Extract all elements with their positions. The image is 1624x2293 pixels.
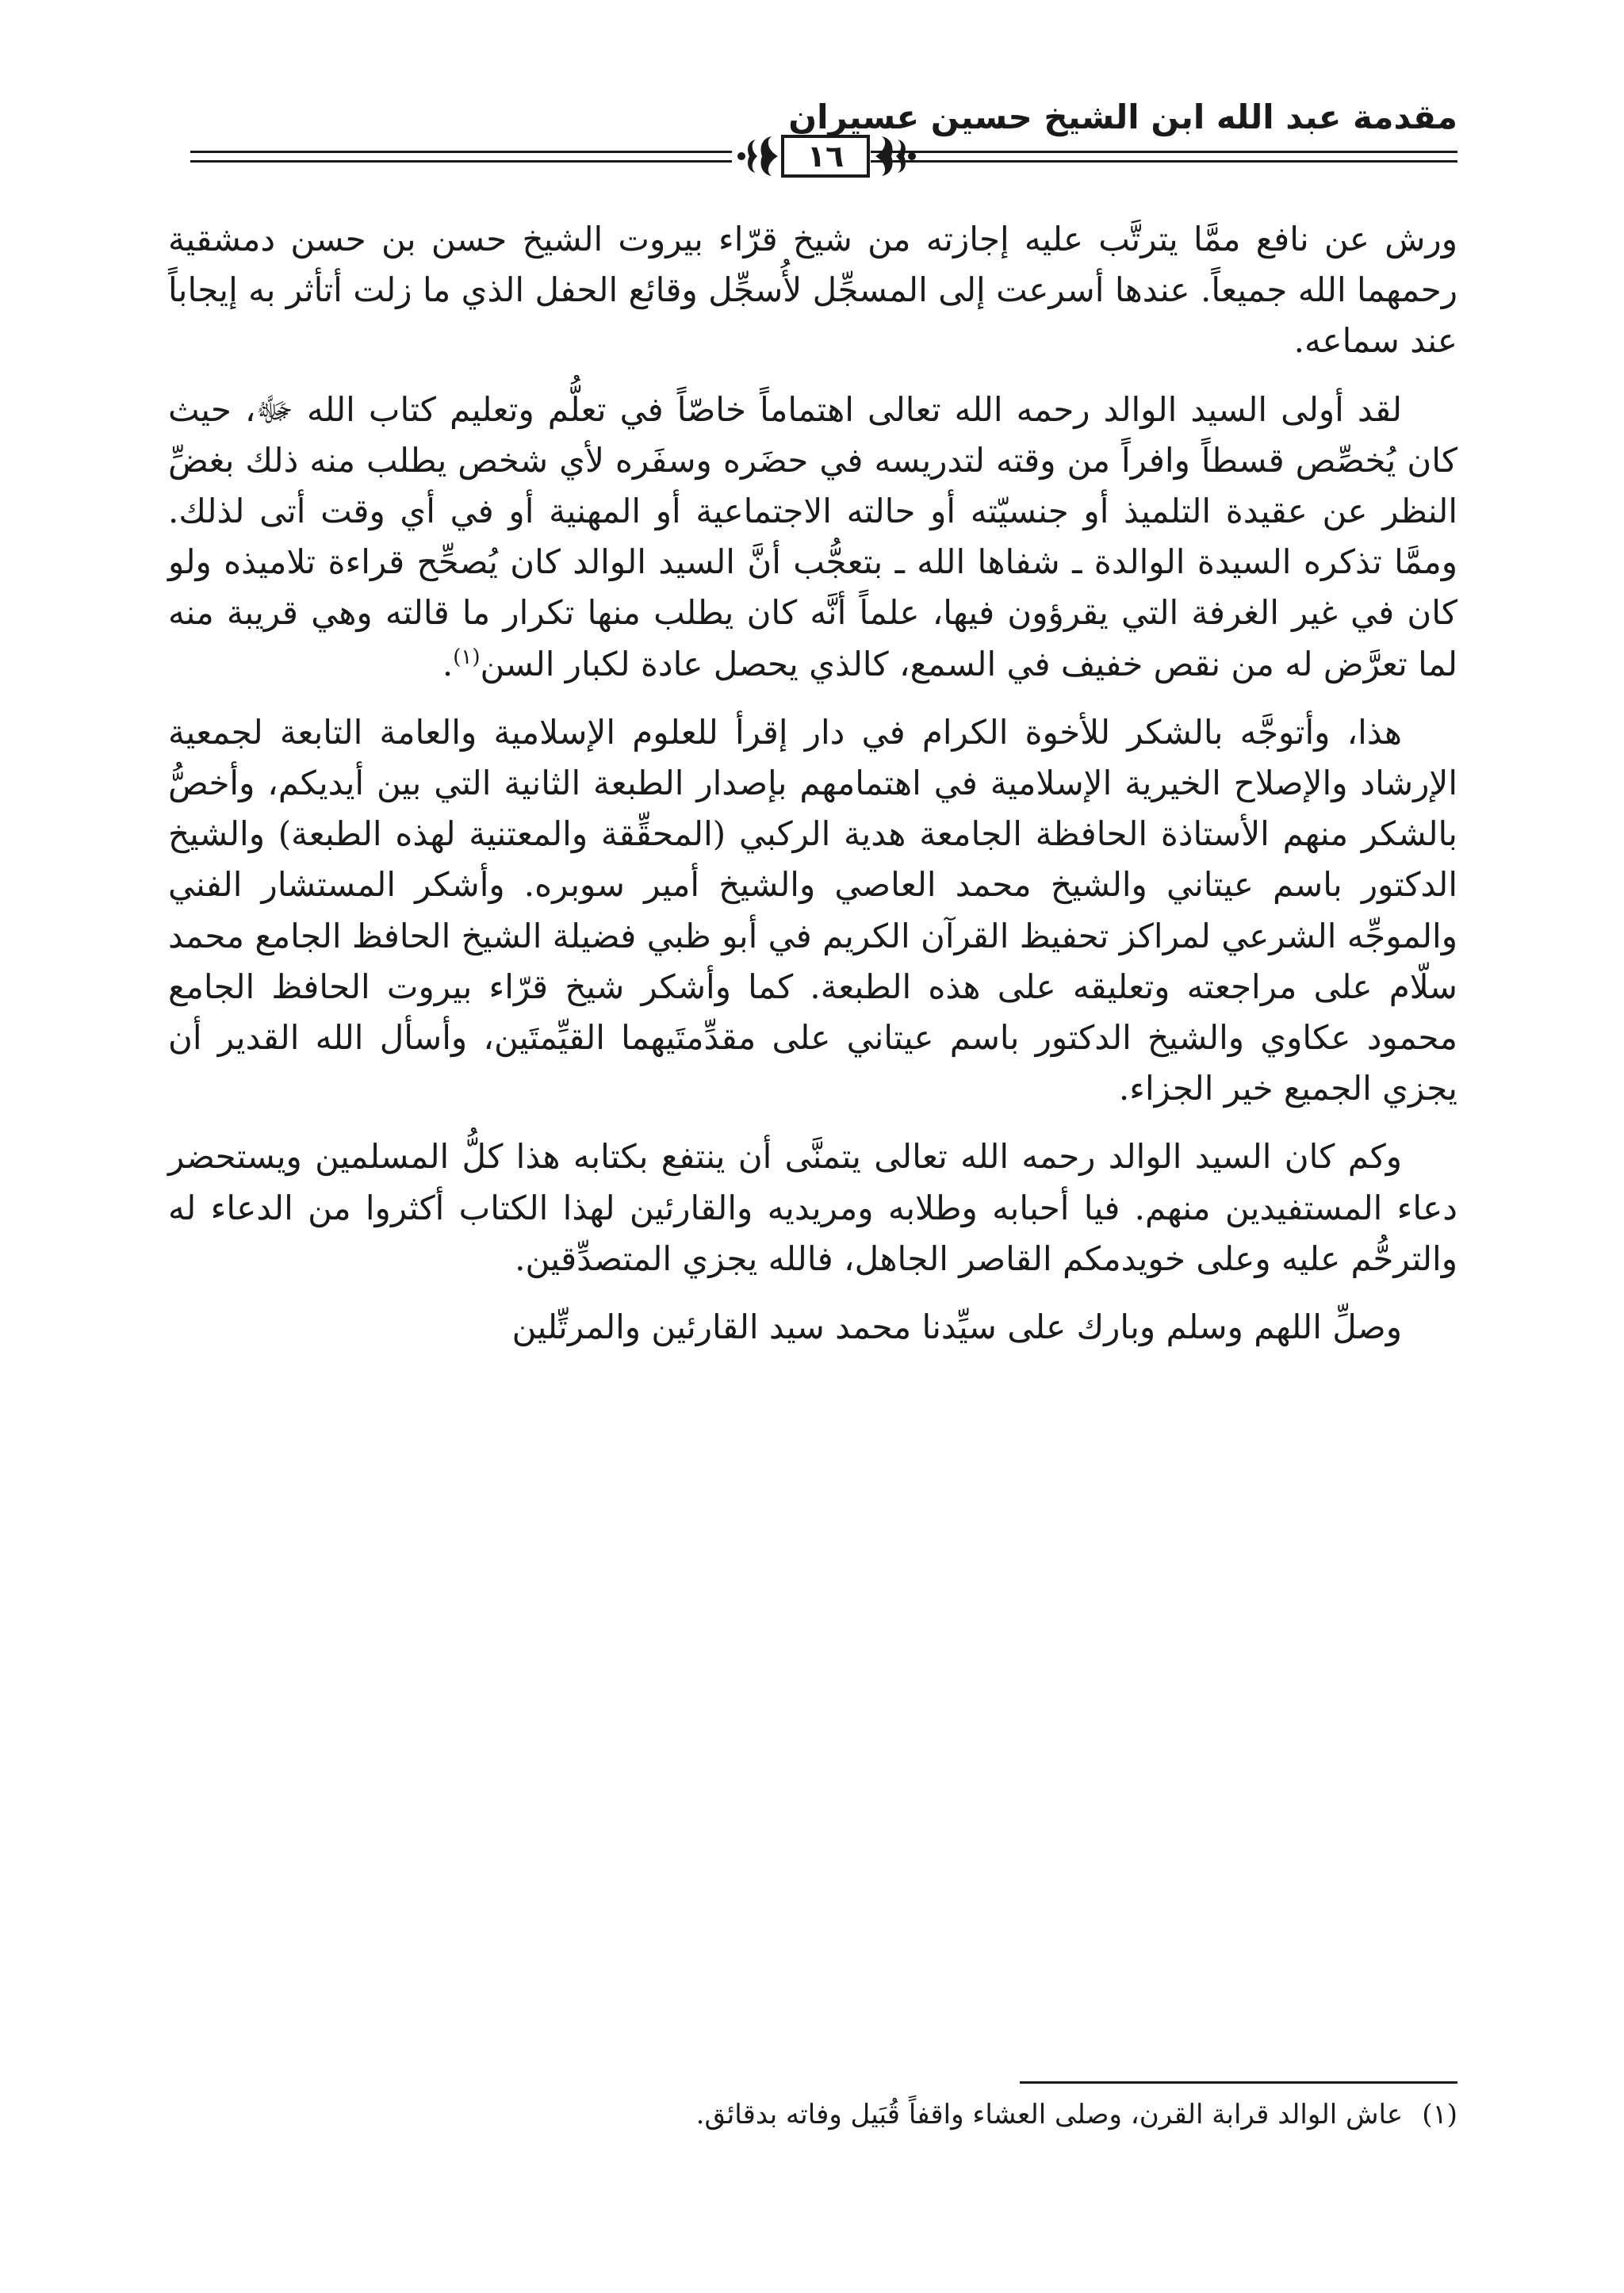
footnote xyxy=(168,2093,1457,2136)
body-text xyxy=(168,214,1457,1370)
paragraph xyxy=(168,707,1457,1115)
page-number: ١٦ xyxy=(781,135,870,178)
header-rule-left xyxy=(190,151,732,153)
paragraph xyxy=(168,1302,1457,1353)
footnote-number: (١) xyxy=(1422,2099,1457,2130)
footnote-text: عاش الوالد قرابة القرن، وصلى العشاء واقفاً قُبَيل وفاته بدقائق. xyxy=(695,2099,1404,2130)
ornament-icon xyxy=(872,133,920,179)
paragraph xyxy=(168,1131,1457,1284)
paragraph xyxy=(168,214,1457,367)
footnote-divider xyxy=(1020,2081,1457,2084)
paragraph-text: وكم كان السيد الوالد رحمه الله تعالى يتمنَّى أن ينتفع بكتابه هذا كلُّ المسلمين ويستحضر دعاء المستفيدين منهم. فيا أحبابه وطلابه ومريديه والقارئين لهذا الكتاب أكثروا من الدعاء له والترحُّم عليه وعلى خويدمكم القاصر الجاهل، فالله يجزي المتصدِّقين. xyxy=(168,1137,1457,1278)
paragraph-text: هذا، وأتوجَّه بالشكر للأخوة الكرام في دار إقرأ للعلوم الإسلامية والعامة التابعة لجمعية الإرشاد والإصلاح الخيرية الإسلامية في اهتمامهم بإصدار الطبعة الثانية التي بين أيديكم، وأخصُّ بالشكر منهم الأستاذة الحافظة الجامعة هدية الركبي (المحقِّقة والمعتنية لهذه الطبعة) والشيخ الدكتور باسم عيتاني والشيخ محمد العاصي والشيخ أمير سوبره. وأشكر المستشار الفني والموجِّه الشرعي لمراكز تحفيظ القرآن الكريم في أبو ظبي فضيلة الشيخ الحافظ الجامع محمد سلّام على مراجعته وتعليقه على هذه الطبعة. كما وأشكر شيخ قرّاء بيروت الحافظ الجامع محمود عكاوي والشيخ الدكتور باسم عيتاني على مقدِّمتَيهما القيِّمتَين، وأسأل الله القدير أن يجزي الجميع خير الجزاء. xyxy=(168,712,1457,1108)
paragraph-text: وصلِّ اللهم وسلم وبارك على سيِّدنا محمد سيد القارئين والمرتِّلين xyxy=(511,1307,1402,1347)
header-rule-right xyxy=(871,151,1457,153)
paragraph-end-punctuation: . xyxy=(442,644,454,683)
header-rule-left xyxy=(190,160,732,163)
running-header-title: مقدمة عبد الله ابن الشيخ حسين عسيران xyxy=(788,98,1457,136)
paragraph-text: ورش عن نافع ممَّا يترتَّب عليه إجازته من شيخ قرّاء بيروت الشيخ حسن بن حسن دمشقية رحمهما الله جميعاً. عندها أسرعت إلى المسجِّل لأُسجِّل وقائع الحفل الذي ما زلت أتأثر به إيجاباً عند سماعه. xyxy=(168,220,1457,361)
header-rule-right xyxy=(871,160,1457,163)
ornament-icon xyxy=(733,133,781,179)
paragraph xyxy=(168,385,1457,690)
paragraph-text: لقد أولى السيد الوالد رحمه الله تعالى اهتماماً خاصّاً في تعلُّم وتعليم كتاب الله ﷻ، حيث كان يُخصِّص قسطاً وافراً من وقته لتدريسه في حضَره وسفَره لأي شخص يطلب منه ذلك بغضِّ النظر عن عقيدة التلميذ أو جنسيّته أو حالته الاجتماعية أو المهنية أو في أي وقت أتى لذلك. وممَّا تذكره السيدة الوالدة ـ شفاها الله ـ بتعجُّب أنَّ السيد الوالد كان يُصحِّح قراءة تلاميذه ولو كان في غير الغرفة التي يقرؤون فيها، علماً أنَّه كان يطلب منها تكرار ما قالته وهي قريبة منه لما تعرَّض له من نقص خفيف في السمع، كالذي يحصل عادة لكبار السن xyxy=(168,389,1457,683)
footnote-reference[interactable]: (١) xyxy=(453,645,481,669)
running-header xyxy=(0,0,1624,190)
